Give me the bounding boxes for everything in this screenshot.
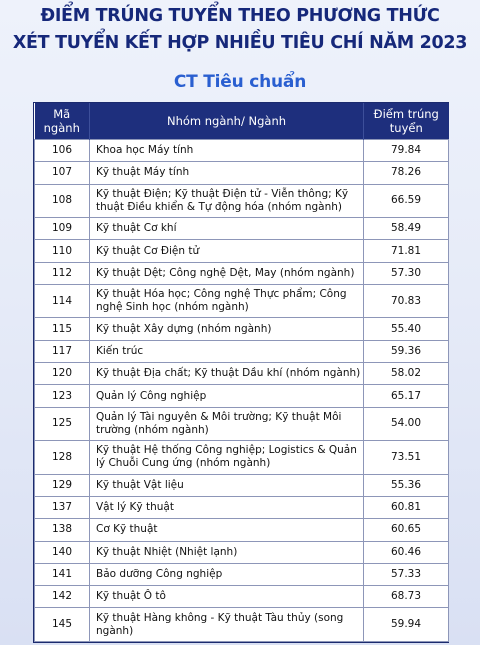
page-title-line-2: XÉT TUYỂN KẾT HỢP NHIỀU TIÊU CHÍ NĂM 2023 [12, 33, 468, 53]
admission-score-cell: 79.84 [364, 140, 449, 162]
program-subtitle: CT Tiêu chuẩn [173, 72, 307, 92]
table-row [35, 140, 449, 162]
major-name-cell: Kỹ thuật Điện; Kỹ thuật Điện tử - Viễn thông; Kỹ thuật Điều khiển & Tự động hóa (nhóm ngành) [90, 184, 364, 218]
major-code-cell: 117 [35, 340, 90, 362]
major-code-cell: 138 [35, 519, 90, 541]
table-row [35, 284, 449, 318]
major-name-cell: Vật lý Kỹ thuật [90, 496, 364, 518]
major-name-cell: Kỹ thuật Cơ khí [90, 218, 364, 240]
major-name-cell: Kỹ thuật Hàng không - Kỹ thuật Tàu thủy (song ngành) [90, 608, 364, 642]
admission-score-cell: 57.33 [364, 563, 449, 585]
table-row [35, 608, 449, 642]
table-row [35, 519, 449, 541]
major-code-cell: 112 [35, 262, 90, 284]
major-name-cell: Kỹ thuật Ô tô [90, 586, 364, 608]
table-row [35, 541, 449, 563]
table-row [35, 441, 449, 475]
table-row [35, 340, 449, 362]
admission-score-cell: 60.65 [364, 519, 449, 541]
admission-score-cell: 57.30 [364, 262, 449, 284]
table-row [35, 162, 449, 184]
major-name-cell: Kỹ thuật Địa chất; Kỹ thuật Dầu khí (nhóm ngành) [90, 363, 364, 385]
major-code-cell: 108 [35, 184, 90, 218]
admission-score-cell: 71.81 [364, 240, 449, 262]
major-code-cell: 114 [35, 284, 90, 318]
major-code-cell: 140 [35, 541, 90, 563]
admission-score-cell: 55.40 [364, 318, 449, 340]
major-name-cell: Kỹ thuật Xây dựng (nhóm ngành) [90, 318, 364, 340]
table-row [35, 474, 449, 496]
major-name-cell: Kỹ thuật Vật liệu [90, 474, 364, 496]
major-name-cell: Kỹ thuật Máy tính [90, 162, 364, 184]
admission-score-table [33, 102, 449, 643]
major-code-cell: 145 [35, 608, 90, 642]
admission-score-cell: 58.49 [364, 218, 449, 240]
major-code-cell: 128 [35, 441, 90, 475]
admission-score-cell: 60.81 [364, 496, 449, 518]
major-code-cell: 123 [35, 385, 90, 407]
major-name-cell: Quản lý Công nghiệp [90, 385, 364, 407]
page-title-line-1: ĐIỂM TRÚNG TUYỂN THEO PHƯƠNG THỨC [40, 6, 440, 26]
admission-score-cell: 54.00 [364, 407, 449, 441]
major-name-cell: Kỹ thuật Nhiệt (Nhiệt lạnh) [90, 541, 364, 563]
major-name-cell: Cơ Kỹ thuật [90, 519, 364, 541]
table-row [35, 240, 449, 262]
major-code-cell: 107 [35, 162, 90, 184]
table-row [35, 586, 449, 608]
major-code-cell: 142 [35, 586, 90, 608]
admission-score-cell: 59.36 [364, 340, 449, 362]
major-code-cell: 120 [35, 363, 90, 385]
table-row [35, 385, 449, 407]
major-code-cell: 125 [35, 407, 90, 441]
major-name-cell: Kỹ thuật Hóa học; Công nghệ Thực phẩm; Công nghệ Sinh học (nhóm ngành) [90, 284, 364, 318]
major-name-cell: Kiến trúc [90, 340, 364, 362]
major-name-cell: Kỹ thuật Cơ Điện tử [90, 240, 364, 262]
admission-score-cell: 59.94 [364, 608, 449, 642]
major-name-cell: Bảo dưỡng Công nghiệp [90, 563, 364, 585]
major-code-cell: 129 [35, 474, 90, 496]
admission-score-cell: 65.17 [364, 385, 449, 407]
major-code-cell: 110 [35, 240, 90, 262]
admission-score-cell: 68.73 [364, 586, 449, 608]
table-row [35, 184, 449, 218]
admission-score-cell: 78.26 [364, 162, 449, 184]
table-row [35, 318, 449, 340]
major-code-cell: 106 [35, 140, 90, 162]
admission-score-cell: 55.36 [364, 474, 449, 496]
major-code-cell: 109 [35, 218, 90, 240]
major-name-cell: Kỹ thuật Dệt; Công nghệ Dệt, May (nhóm ngành) [90, 262, 364, 284]
table-row [35, 262, 449, 284]
column-header-code: Mã ngành [35, 103, 90, 140]
table-row [35, 563, 449, 585]
table-row [35, 407, 449, 441]
major-code-cell: 141 [35, 563, 90, 585]
admission-score-cell: 60.46 [364, 541, 449, 563]
table-row [35, 496, 449, 518]
column-header-name: Nhóm ngành/ Ngành [90, 103, 364, 140]
table-header-row [35, 103, 449, 140]
column-header-score: Điểm trúng tuyển [364, 103, 449, 140]
major-code-cell: 115 [35, 318, 90, 340]
table-row [35, 218, 449, 240]
admission-score-cell: 66.59 [364, 184, 449, 218]
admission-score-cell: 58.02 [364, 363, 449, 385]
major-name-cell: Khoa học Máy tính [90, 140, 364, 162]
major-name-cell: Quản lý Tài nguyên & Môi trường; Kỹ thuật Môi trường (nhóm ngành) [90, 407, 364, 441]
admission-score-cell: 73.51 [364, 441, 449, 475]
table-row [35, 363, 449, 385]
major-code-cell: 137 [35, 496, 90, 518]
admission-score-cell: 70.83 [364, 284, 449, 318]
major-name-cell: Kỹ thuật Hệ thống Công nghiệp; Logistics & Quản lý Chuỗi Cung ứng (nhóm ngành) [90, 441, 364, 475]
